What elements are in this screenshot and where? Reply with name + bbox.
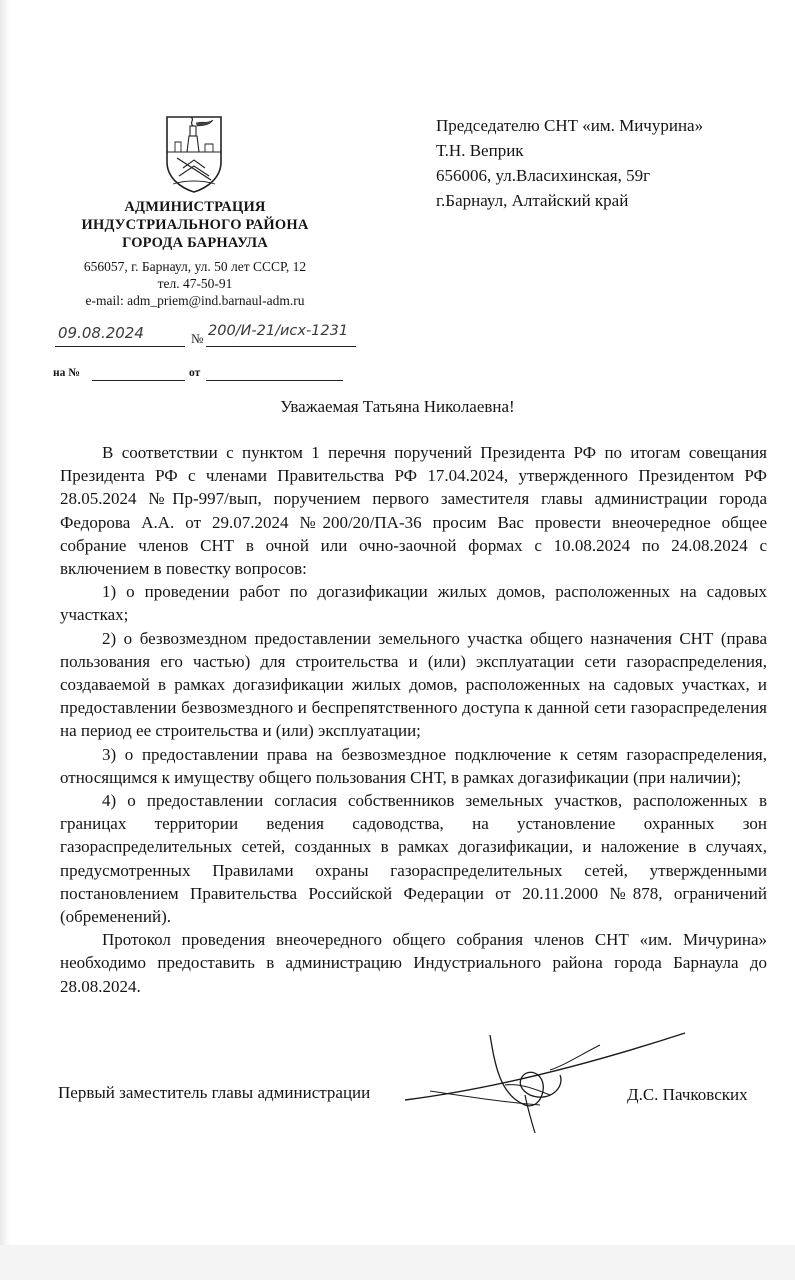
recipient-line4: г.Барнаул, Алтайский край	[436, 191, 629, 210]
body-item-2: 2) о безвозмездном предоставлении земельного участка общего назначения СНТ (права пользования его частью) для строительства и (или) эксплуатации сети газораспределения, создаваемой в рамках догазификации жилых домов, расположенных на садовых участках, и предоставлении безвозмездного и беспрепятственного доступа к данной сети газораспределения на период ее строительства и (или) эксплуатации;	[60, 628, 767, 741]
bottom-background	[0, 1245, 795, 1280]
from-line	[206, 380, 343, 381]
sender-phone: тел. 47-50-91	[157, 276, 233, 291]
recipient-line2: Т.Н. Веприк	[436, 141, 524, 160]
body-item-4: 4) о предоставлении согласия собственников земельных участков, расположенных в границах территории ведения садоводства, на установление охранных зон газораспределительных сетей, созданных в рамках догазификации, и наложение в случаях, предусмотренных Правилами охраны газораспределительных сетей, утвержденными постановлением Правительства Российской Федерации от 20.11.2000 №878, ограничений (обременений).	[60, 791, 767, 927]
sender-email: e-mail: adm_priem@ind.barnaul-adm.ru	[85, 293, 305, 308]
registration-number: 200/И-21/исх-1231	[208, 323, 349, 339]
body-item-3: 3) о предоставлении права на безвозмездное подключение к сетям газораспределения, относящимся к имуществу общего пользования СНТ, в рамках догазификации (при наличии);	[60, 744, 767, 787]
recipient-line3: 656006, ул.Власихинская, 59г	[436, 166, 651, 185]
signatory-title: Первый заместитель главы администрации	[58, 1083, 371, 1102]
signatory-name: Д.С. Пачковских	[627, 1085, 748, 1104]
reference-line	[92, 380, 185, 381]
sender-org-line2: ИНДУСТРИАЛЬНОГО РАЙОНА	[81, 217, 309, 233]
body-paragraph-intro: В соответствии с пунктом 1 перечня поручений Президента РФ по итогам совещания Президента РФ с членами Правительства РФ 17.04.2024, утвержденного Президентом РФ 28.05.2024 №Пр-997/вып, поручением первого заместителя главы администрации города Федорова А.А. от 29.07.2024 №200/20/ПА-36 просим Вас провести внеочередное общее собрание членов СНТ в очной или очно-заочной формах с 10.08.2024 по 24.08.2024 с включением в повестку вопросов:	[60, 443, 767, 579]
registration-date-line	[55, 346, 185, 347]
body-item-1: 1) о проведении работ по догазификации жилых домов, расположенных на садовых участках;	[60, 582, 767, 625]
letter-body	[60, 441, 767, 998]
sender-org-line3: ГОРОДА БАРНАУЛА	[122, 235, 268, 251]
registration-date: 09.08.2024	[58, 324, 144, 342]
reference-label: на №	[53, 367, 80, 379]
barnaul-coat-of-arms-icon	[163, 114, 225, 194]
handwritten-signature	[400, 1025, 700, 1135]
sender-block	[40, 198, 350, 309]
registration-number-line	[206, 346, 356, 347]
sender-org-line1: АДМИНИСТРАЦИЯ	[124, 199, 266, 215]
registration-number-sign: №	[191, 331, 204, 346]
salutation: Уважаемая Татьяна Николаевна!	[280, 397, 515, 416]
recipient-line1: Председателю СНТ «им. Мичурина»	[436, 116, 704, 135]
body-paragraph-closing: Протокол проведения внеочередного общего собрания членов СНТ «им. Мичурина» необходимо предоставить в администрацию Индустриального района города Барнаула до 28.08.2024.	[60, 930, 767, 996]
recipient-block	[436, 113, 703, 213]
from-label: от	[189, 367, 201, 379]
sender-address: 656057, г. Барнаул, ул. 50 лет СССР, 12	[83, 259, 307, 274]
page-edge-shadow	[0, 0, 10, 1245]
